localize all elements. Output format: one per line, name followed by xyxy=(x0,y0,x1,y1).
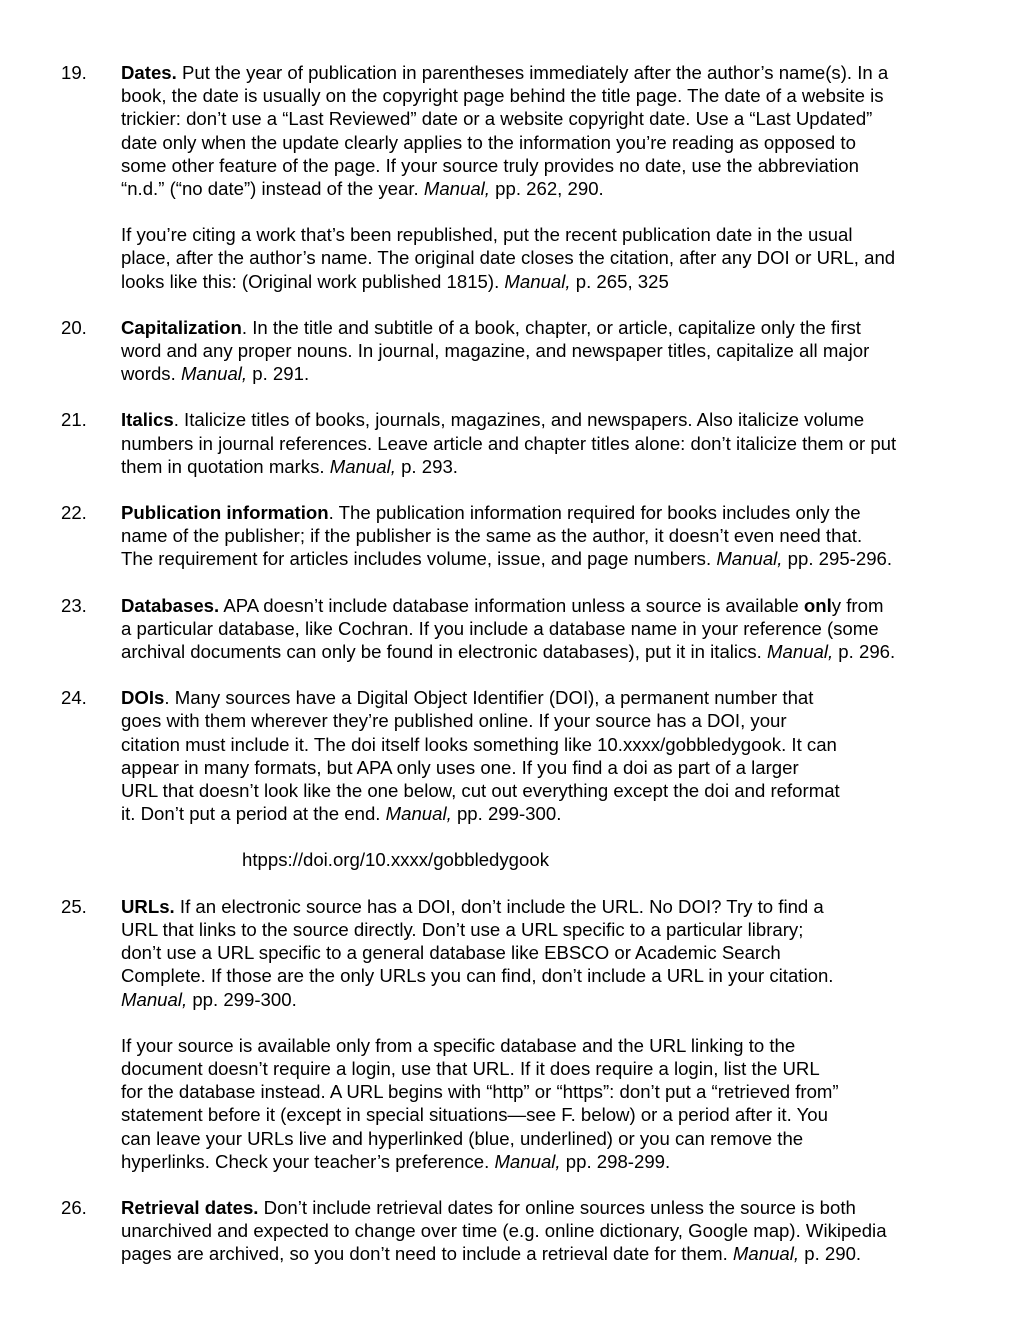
manual-ref-pages: p. 291. xyxy=(247,363,310,385)
doi-example: htpps://doi.org/10.xxxx/gobbledygook xyxy=(242,849,549,871)
item-text: unarchived and expected to change over time (e.g. online dictionary, Google map). Wikipedia xyxy=(121,1220,887,1242)
list-item-dois xyxy=(0,686,1024,871)
item-text: appear in many formats, but APA only uses one. If you find a doi as part of a larger xyxy=(121,756,799,778)
manual-ref-title: Manual, xyxy=(329,455,396,477)
item-number: 22. xyxy=(61,502,87,524)
item-text: goes with them wherever they’re published online. If your source has a DOI, your xyxy=(121,710,787,732)
item-text: a particular database, like Cochran. If you include a database name in your reference (some xyxy=(121,617,879,639)
item-number: 20. xyxy=(61,316,87,338)
manual-ref-pages: pp. 298-299. xyxy=(560,1150,671,1172)
item-text: . Italicize titles of books, journals, magazines, and newspapers. Also italicize volume xyxy=(173,409,865,431)
item-text: Put the year of publication in parentheses immediately after the author’s name(s). In a xyxy=(176,62,889,83)
item-text: citation must include it. The doi itself looks something like 10.xxxx/gobbledygook. It can xyxy=(121,733,837,755)
manual-ref-pages: pp. 262, 290. xyxy=(489,178,604,200)
item-number: 25. xyxy=(61,895,87,917)
item-text: it. Don’t put a period at the end. xyxy=(121,803,386,825)
manual-ref-pages: pp. 299-300. xyxy=(451,803,562,825)
item-text: book, the date is usually on the copyright page behind the title page. The date of a website is xyxy=(121,85,884,107)
item-heading: DOIs xyxy=(121,687,165,709)
item-text: . Many sources have a Digital Object Identifier (DOI), a permanent number that xyxy=(164,687,814,709)
item-paragraph xyxy=(121,895,984,1011)
item-number: 26. xyxy=(61,1196,87,1218)
item-text: If an electronic source has a DOI, don’t include the URL. No DOI? Try to find a xyxy=(174,895,824,917)
manual-ref-pages: p. 293. xyxy=(395,455,458,477)
item-text: some other feature of the page. If your source truly provides no date, use the abbreviation xyxy=(121,154,859,176)
item-text: hyperlinks. Check your teacher’s preference. xyxy=(121,1150,495,1172)
item-text: name of the publisher; if the publisher is the same as the author, it doesn’t even need that. xyxy=(121,525,863,547)
item-text: pages are archived, so you don’t need to include a retrieval date for them. xyxy=(121,1243,733,1265)
item-text: . In the title and subtitle of a book, chapter, or article, capitalize only the first xyxy=(241,316,861,338)
item-text: “n.d.” (“no date”) instead of the year. xyxy=(121,178,424,200)
manual-ref-title: Manual, xyxy=(766,641,834,663)
item-text: word and any proper nouns. In journal, magazine, and newspaper titles, capitalize all major xyxy=(121,340,870,362)
item-text: can leave your URLs live and hyperlinked (blue, underlined) or you can remove the xyxy=(121,1127,804,1149)
item-paragraph xyxy=(121,316,984,386)
item-text: URL that links to the source directly. Don’t use a URL specific to a particular library; xyxy=(121,918,804,940)
item-text: y from xyxy=(831,594,884,616)
item-text: Complete. If those are the only URLs you can find, don’t include a URL in your citation. xyxy=(121,965,834,987)
item-paragraph xyxy=(121,594,984,664)
item-text: don’t use a URL specific to a general database like EBSCO or Academic Search xyxy=(121,942,781,964)
manual-ref-pages: p. 265, 325 xyxy=(570,270,669,292)
item-heading: Italics xyxy=(121,409,174,431)
item-paragraph xyxy=(121,61,984,200)
item-number: 23. xyxy=(61,594,87,616)
list-item-italics xyxy=(0,408,1024,478)
item-text: for the database instead. A URL begins with “http” or “https”: don’t put a “retrieved from” xyxy=(121,1081,839,1103)
manual-ref-title: Manual, xyxy=(121,988,188,1010)
item-text: them in quotation marks. xyxy=(121,455,330,477)
item-text: looks like this: (Original work published 1815). xyxy=(121,270,505,292)
item-heading: Publication information xyxy=(121,502,329,524)
item-text: document doesn’t require a login, use that URL. If it does require a login, list the URL xyxy=(121,1057,820,1079)
item-paragraph xyxy=(121,1034,984,1173)
item-number: 24. xyxy=(61,687,87,709)
item-number: 21. xyxy=(61,409,87,431)
item-heading: Retrieval dates. xyxy=(121,1196,259,1218)
manual-ref-title: Manual, xyxy=(423,178,490,200)
list-item-capitalization xyxy=(0,316,1024,386)
manual-ref-title: Manual, xyxy=(494,1150,561,1172)
item-text: numbers in journal references. Leave article and chapter titles alone: don’t italicize them or put xyxy=(121,432,897,454)
item-text: trickier: don’t use a “Last Reviewed” date or a website copyright date. Use a “Last Updated” xyxy=(121,108,873,130)
item-heading: URLs. xyxy=(121,895,175,917)
item-text: If your source is available only from a specific database and the URL linking to the xyxy=(121,1034,796,1056)
item-heading: Capitalization xyxy=(121,316,242,338)
item-text: The requirement for articles includes volume, issue, and page numbers. xyxy=(121,548,717,570)
item-text: statement before it (except in special situations—see F. below) or a period after it. You xyxy=(121,1104,828,1126)
manual-ref-pages: p. 296. xyxy=(833,641,896,663)
item-paragraph xyxy=(121,686,984,825)
item-text: Don’t include retrieval dates for online sources unless the source is both xyxy=(258,1196,856,1218)
item-emphasis: onl xyxy=(803,594,832,616)
manual-ref-pages: pp. 299-300. xyxy=(187,988,297,1010)
document-page xyxy=(0,61,1024,1289)
list-item-urls xyxy=(0,895,1024,1173)
list-item-databases xyxy=(0,594,1024,664)
manual-ref-title: Manual, xyxy=(732,1243,800,1265)
item-text: . The publication information required for books includes only the xyxy=(328,502,861,524)
manual-ref-title: Manual, xyxy=(716,548,783,570)
item-paragraph xyxy=(121,408,984,478)
manual-ref-title: Manual, xyxy=(504,270,571,292)
item-paragraph xyxy=(121,223,984,293)
item-text: URL that doesn’t look like the one below, cut out everything except the doi and reformat xyxy=(121,780,840,802)
manual-ref-title: Manual, xyxy=(385,803,452,825)
manual-ref-pages: pp. 295-296. xyxy=(782,548,893,570)
item-heading: Dates. xyxy=(121,62,177,83)
manual-ref-pages: p. 290. xyxy=(799,1243,862,1265)
item-text: date only when the update clearly applies to the information you’re reading as opposed to xyxy=(121,131,856,153)
manual-ref-title: Manual, xyxy=(180,363,248,385)
item-number: 19. xyxy=(61,62,87,83)
item-paragraph xyxy=(121,501,984,571)
item-text: APA doesn’t include database information unless a source is available xyxy=(219,594,804,616)
list-item-publication-information xyxy=(0,501,1024,571)
list-item-dates xyxy=(0,61,1024,293)
item-text: archival documents can only be found in electronic databases), put it in italics. xyxy=(121,641,767,663)
list-item-retrieval-dates xyxy=(0,1196,1024,1266)
item-text: If you’re citing a work that’s been republished, put the recent publication date in the usual xyxy=(121,224,853,246)
item-heading: Databases. xyxy=(121,594,220,616)
item-paragraph xyxy=(121,1196,984,1266)
item-text: place, after the author’s name. The original date closes the citation, after any DOI or URL, and xyxy=(121,247,896,269)
item-text: words. xyxy=(121,363,181,385)
